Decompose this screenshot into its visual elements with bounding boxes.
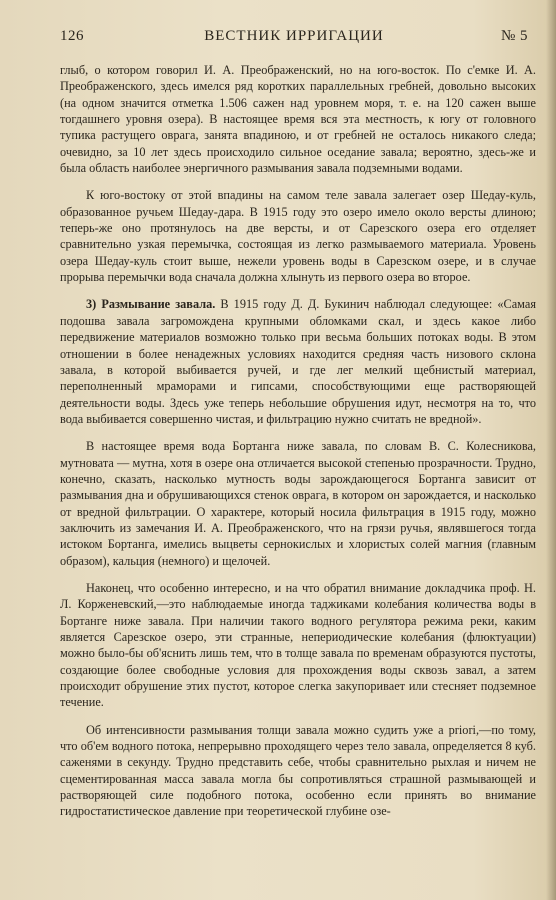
body-text [60,62,536,820]
journal-title: ВЕСТНИК ИРРИГАЦИИ [204,28,384,44]
paragraph-3 [60,296,536,427]
page-number: 126 [60,28,84,44]
section-heading: 3) Размывание завала. [86,297,216,312]
paragraph-3-text: В 1915 году Д. Д. Букинич наблюдал следующее: «Самая подошва завала загромождена крупными обломками скал, и здесь какое либо передвижение материалов возможно только при весьма больших потоках воды. В этом отношении в более ненадежных условиях находится средняя часть низового склона завала, в которой выбивается ручей, и где лег мелкий щебнистый материал, переполненный мраморами и гипсами, способствующими еще растворяющей деятельности воды. Здесь уже теперь небольшие обрушения идут, несмотря на то, что вода выбивается совершенно чистая, и фильтрацию нужно считать не вредной». [60,297,536,426]
issue-number: № 5 [500,28,528,44]
paragraph-2: К юго-востоку от этой впадины на самом теле завала залегает озер Шедау-куль, образованное ручьем Шедау-дара. В 1915 году это озеро имело около версты длиною; теперь-же оно протянулось на две версты, и от Сарезского озера его отделяет сравнительно узкая перемычка, состоящая из легко размываемого материала. Уровень озера Шедау-куль стоит выше, нежели уровень воды в Сарезском озере, и в случае прорыва перемычки вода сначала должна хлынуть из первого озера во второе. [60,188,536,285]
paragraph-6: Об интенсивности размывания толщи завала можно судить уже a priori,—по тому, что об'ем водного потока, непрерывно проходящего через тело завала, определяется 8 куб. саженями в секунду. Трудно представить себе, чтобы сравнительно рыхлая и ничем не сцементированная масса завала могла бы сопротивляться страшной размывающей и растворяющей силе подобного потока, особенно если принять во внимание гидростатистическое давление при теоретической глубине озе- [60,722,536,819]
paragraph-4: В настоящее время вода Бортанга ниже завала, по словам В. С. Колесникова, мутновата — мутна, хотя в озере она отличается высокой степенью прозрачности. Трудно, конечно, сказать, насколько мутность воды зарождающегося Бортанга зависит от размывания дна и обрушивающихся стенок оврага, в котором он зарождается, и насколько от вредной фильтрации. О характере, который носила фильтрация в 1915 году, можно заключить из замечания И. А. Преображенского, что на грязи ручья, являвшегося тогда истоком Бортанга, имелись выцветы сернокислых и хлористых солей магния (главным образом), кальция (немного) и щелочей. [60,439,536,568]
page-edge-shadow [546,0,556,900]
paragraph-1: глыб, о котором говорил И. А. Преображенский, но на юго-восток. По с'емке И. А. Преображенского, здесь имелся ряд коротких параллельных гребней, довольно высоких (на одном значится отметка 1.506 сажен над уровнем моря, т. е. на 120 сажен выше тогдашнего уровня озера). В настоящее время вся эта местность, к югу от головного тупика растущего оврага, занята впадиною, и от гребней не осталось никакого следа; очевидно, за 10 лет здесь происходило сильное оседание завала; вероятно, здесь-же и была область наиболее энергичного размывания завала подземными водами. [60,63,536,176]
paragraph-5: Наконец, что особенно интересно, и на что обратил внимание докладчика проф. Н. Л. Корженевский,—это наблюдаемые иногда таджиками колебания количества воды в Бортанге ниже завала. При наличии такого водного регулятора режима реки, каким является Сарезское озеро, эти странные, непериодические колебания (флюктуации) можно было-бы об'яснить лишь тем, что в толще завала по временам образуются пустоты, создающие более свободные условия для прохождения воды сквозь завал, а затем происходит обрушение этих пустот, которое слегка закупоривает или стесняет подземное течение. [60,580,536,710]
running-header [60,28,528,50]
